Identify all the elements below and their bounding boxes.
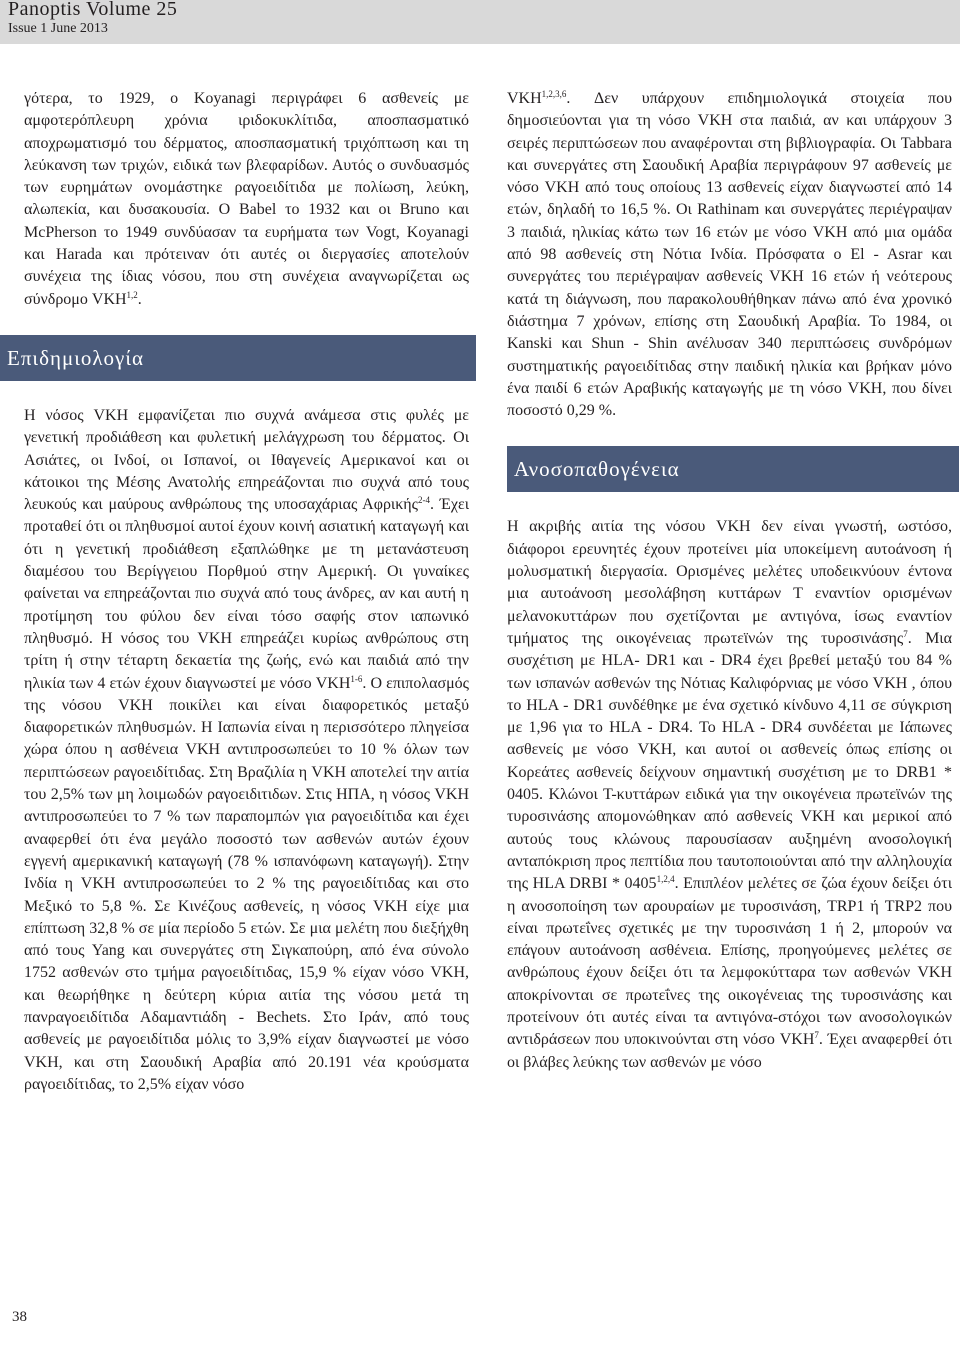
citation: 1,2,4 [656, 874, 675, 885]
paragraph-epidemiology-continued: VKH$^{1,2,3,6}$. Δεν υπάρχουν επιδημιολογικά στοιχεία που δημοσιεύονται για τη νόσο VKH στα παιδιά, αν και υπάρχουν 3 σειρές περιπτώσεων που αναφέρονται στη βιβλιογραφία. Οι Tabbara και συνεργάτες στη Σαουδική Αραβία περιγράφουν 97 ασθενείς με νόσο VKH από τους οποίους 13 ασθενείς είχαν διαγνωστεί από 14 ετών, δηλαδή το 16,5 %. Οι Rathinam και συνεργάτες περιέγραψαν 3 παιδιά, ηλικίας κάτω των 16 ετών με νόσο VKH από μια ομάδα από 98 ασθενείς στη Νότια Ινδία. Πρόσφατα ο El - Asrar και συνεργάτες του περιέγραψαν ασθενείς VKH 16 ετών ή νεότερους κατά τη διάγνωση, που παρακολουθήθηκαν πάνω από ένα χρονικό διάστημα 7 χρόνων, επίσης στη Σαουδική Αραβία. Το 1984, οι Kanski και Shun - Shin ανέλυσαν 340 περιπτώσεις συνδρόμων συστηματικής ραγοειδίτιδας στην παιδική ηλικία και βρήκαν μόνο ένα παιδί 6 ετών Αραβικής καταγωγής με τη νόσο VKH, που δίνει ποσοστό 0,29 %. [507, 89, 952, 420]
paragraph-history: γότερα, το 1929, ο Koyanagi περιγράφει 6 ασθενείς με αμφοτερόπλευρη χρόνια ιριδοκυκλίτιδα, αποσπασματικό αποχρωματισμό του δέρματος, αποσπασματική τριχόπτωση και τη λεύκανση των τριχών, ειδικά των βλεφαρίδων. Αυτός ο συνδυασμός των ευρημάτων ονομάστηκε ραγοειδίτιδα με πολίωση, λεύκη, αλωπεκία, και δυσακουσία. Ο Babel το 1932 και οι Bruno και McPherson το 1949 συνδύασαν τα ευρήματα των Vogt, Koyanagi και Harada και πρότειναν ότι αυτές οι διεργασίες αποτελούν συνέχεια της ίδιας νόσου, που στη συνέχεια αναγνωρίζεται ως σύνδρομο VKH$^{1,2}$. [24, 90, 469, 308]
page-number: 38 [12, 1309, 27, 1325]
citation: 1,2 [126, 289, 138, 300]
section-heading-epidemiology: Επιδημιολογία [0, 335, 476, 381]
journal-title: Panoptis Volume 25 [8, 0, 178, 20]
page-header [0, 0, 960, 44]
paragraph-immunopathogenesis: Η ακριβής αιτία της νόσου VKH δεν είναι γνωστή, ωστόσο, διάφοροι ερευνητές έχουν προτείνει μία υποκείμενη αυτοάνοση ή μολυσματική διεργασία. Ορισμένες μελέτες υποδεικνύουν έντονα μια αυτοάνοση μεσολάβηση κυττάρων Τ εναντίον ορισμένων μελανοκυττάρων που σχετίζονται με αντιγόνα, ίσως εναντίον τμήματος της οικογένειας πρωτεϊνών της τυροσινάσης$^7$. Μια συσχέτιση με HLA- DR1 και - DR4 έχει βρεθεί μεταξύ του 84 % των ισπανών ασθενών της Νότιας Καλιφόρνιας με νόσο VKH , όπου το HLA - DR1 συνδέθηκε με ένα σχετικό κίνδυνο 4,11 σε σύγκριση με 1,96 για το HLA - DR4. Το HLA - DR4 συνδέεται με Ιάπωνες ασθενείς με νόσο VKH, και αυτοί οι ασθενείς όπως επίσης οι Κορεάτες ασθενείς δείχνουν σημαντική συσχέτιση με το DRB1 * 0405. Κλώνοι Τ-κυττάρων ειδικά για την οικογένεια πρωτεϊνών της τυροσινάσης απομονώθηκαν από ασθενείς VKH και μερικοί από αυτούς τους κλώνους παρουσίασαν αυξημένη ανοσολογική ανταπόκριση προς πεπτίδια που ταυτοποιούνται από την αλληλουχία της HLA DRBI * 0405$^{1,2,4}$. Επιπλέον μελέτες σε ζώα έχουν δείξει ότι η ανοσοποίηση των αρουραίων με τυροσινάση, TRP1 ή TRP2 που είναι πρωτεΐνες σχετικές με την τυροσινάση 1 ή 2, μπορούν να επάγουν αυτοάνοση ασθένεια. Επίσης, προηγούμενες μελέτες σε ανθρώπους έχουν δείξει ότι τα λεμφοκύτταρα των ασθενών VKH αποκρίνονται σε πρωτεΐνες της οικογένειας της τυροσινάσης και προτείνουν ότι αυτές είναι τα αντιγόνα-στόχοι των ανοσολογικών αντιδράσεων που υποκινούνται στη νόσο VKH$^7$. Έχει αναφερθεί ότι οι βλάβες λεύκης των ασθενών με νόσο [507, 518, 952, 1071]
left-column [7, 88, 469, 1096]
citation: 1,2,3,6 [541, 89, 567, 99]
issue-line: Issue 1 June 2013 [8, 21, 108, 36]
citation: 7 [814, 1030, 819, 1041]
paragraph-epidemiology: Η νόσος VKH εμφανίζεται πιο συχνά ανάμεσα στις φυλές με γενετική προδιάθεση και φυλετική μελάγχρωση του δέρματος. Οι Ασιάτες, οι Ινδοί, οι Ισπανοί, οι Ιθαγενείς Αμερικανοί και οι κάτοικοι της Μέσης Ανατολής επηρεάζονται πιο συχνά από τους λευκούς και μαύρους ανθρώπους της υποσαχάριας Αφρικής$^{2-4}$. Έχει προταθεί ότι οι πληθυσμοί αυτοί έχουν κοινή ασιατική καταγωγή και ότι η γενετική προδιάθεση εξαπλώθηκε με τη μετανάστευση διαμέσου του Βερίγγειου Πορθμού στην Αμερική. Οι γυναίκες φαίνεται να επηρεάζονται πιο συχνά από τους άνδρες, αν και αυτή η προτίμηση του φύλου δεν είναι τόσο σαφής στον ιαπωνικό πληθυσμό. Η νόσος του VKH επηρεάζει κυρίως ανθρώπους στη τρίτη ή στην τέταρτη δεκαετία της ζωής, ενώ και παιδιά από την ηλικία των 4 ετών έχουν διαγνωστεί με νόσο VKH$^{1-6}$. Ο επιπολασμός της νόσου VKH ποικίλει και είναι διαφορετικός μεταξύ διαφορετικών πληθυσμών. Η Ιαπωνία είναι η περισσότερο πληγείσα χώρα όπου η ασθένεια VKH αντιπροσωπεύει το 10 % όλων των περιπτώσεων ραγοειδίτιδας. Στη Βραζιλία η VKH αποτελεί την αιτία του 2,5% των μη λοιμωδών ραγοειδιτιδων. Στις ΗΠΑ, η νόσος VKH αντιπροσωπεύει το 7 % των παραπομπών για ραγοειδίτιδα και έχει αναφερθεί ότι ένα μεγάλο ποσοστό των ασθενών αυτών έχουν εγγενή αμερικανική καταγωγή (78 % ισπανόφωνη καταγωγή). Στην Ινδία η VKH αντιπροσωπεύει το 2 % της ραγοειδίτιδας και στο Μεξικό το 5,8 %. Σε Κινέζους ασθενείς, η νόσος VKH είχε μια επίπτωση 32,8 % σε μία περίοδο 5 ετών. Σε μια μελέτη που διεξήχθη από τους Yang και συνεργάτες στη Σιγκαπούρη, από ένα σύνολο 1752 ασθενών στο τμήμα ραγοειδίτιδας, 15,9 % είχαν νόσο VKH, και θεωρήθηκε η δεύτερη κύρια αιτία της νόσου μετά τη πανραγοειδίτιδα Αδαμαντιάδη - Bechets. Στο Ιράν, από τους ασθενείς με ραγοειδίτιδα μόλις το 3,9% είχαν διαγνωστεί με νόσο VKH, και στη Σαουδική Αραβία από 20.191 νέα κρούσματα ραγοειδίτιδας, το 2,5% είχαν νόσο [24, 406, 469, 1093]
right-column [507, 88, 952, 1074]
citation: 1-6 [350, 673, 363, 684]
citation: 2-4 [418, 495, 431, 506]
section-heading-immunopathogenesis: Ανοσοπαθογένεια [507, 446, 959, 492]
citation: 7 [903, 628, 908, 639]
